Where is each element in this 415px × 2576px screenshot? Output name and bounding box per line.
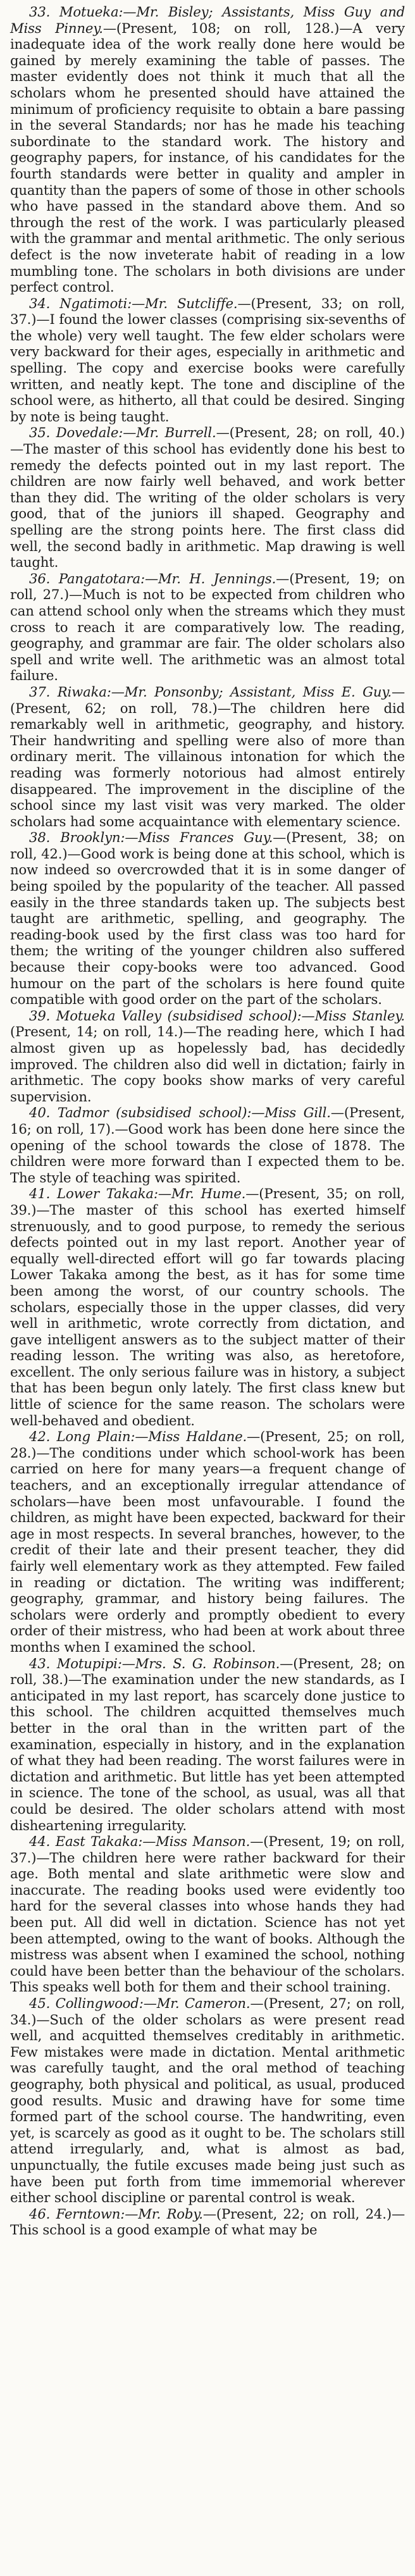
entry-heading: 41. Lower Takaka:—Mr. Hume. [29, 1186, 246, 1202]
entry-body: —(Present, 19; on roll, 37.)—The children here were rather backward for their age. Both mental and slate arithmetic were slow and inaccurate. The reading books used were evidently too hard for the several classes into whose hands they had been put. All did well in dictation. Science has not yet been attempted, owing to the want of books. Although the mistress was absent when I examined the school, nothing could have been better than the behaviour of the scholars. This speaks well both for them and their school training. [10, 1833, 405, 1995]
entry-body: —(Present, 62; on roll, 78.)—The children here did remarkably well in arithmetic, geography, and history. Their handwriting and spelling were also of more than ordinary merit. The villainous intonation for which the reading was formerly notorious had almost entirely disappeared. The improvement in the discipline of the school since my last visit was very marked. The older scholars had some acquaintance with elementary science. [10, 683, 405, 829]
entry-body: —(Present, 28; on roll, 38.)—The examination under the new standards, as I anticipated in my last report, has scarcely done justice to this school. The children acquitted themselves much better in the oral than in the written part of the examination, especially in history, and in the explanation of what they had been reading. The worst failures were in dictation and arithmetic. But little has yet been attempted in science. The tone of the school, as usual, was all that could be desired. The older scholars attend with most disheartening irregularity. [10, 1655, 405, 1833]
entry-body: (Present, 14; on roll, 14.)—The reading here, which I had almost given up as hopelessly bad, has decidedly improved. The children also did well in dictation; fairly in arithmetic. The copy books show marks of very careful supervision. [10, 1024, 405, 1105]
entry-body: —(Present, 33; on roll, 37.)—I found the lower classes (comprising six-sevenths of the whole) very well taught. The few elder scholars were very backward for their ages, especially in arithmetic and spelling. The copy and exercise books were carefully written, and neatly kept. The tone and discipline of the school were, as hitherto, all that could be desired. Singing by note is being taught. [10, 295, 405, 424]
school-entry-39 [10, 1008, 405, 1105]
entry-heading: 34. Ngatimoti:—Mr. Sutcliffe. [29, 295, 238, 311]
entry-body: —(Present, 16; on roll, 17).—Good work has been done here since the opening of the school towards the close of 1878. The children were more forward than I expected them to be. The style of teaching was spirited. [10, 1105, 405, 1186]
school-entry-44 [10, 1833, 405, 1995]
school-entry-42 [10, 1428, 405, 1655]
entry-heading: 39. Motueka Valley (subsidised school):—Miss Stanley. [29, 1007, 405, 1024]
entry-body: —(Present, 28; on roll, 40.)—The master of this school has evidently done his best to remedy the defects pointed out in my last report. The children are now fairly well behaved, and work better than they did. The writing of the older scholars is very good, that of the juniors ill shaped. Geography and spelling are the strong points here. The first class did well, the second badly in arithmetic. Map drawing is well taught. [10, 424, 405, 571]
report-entries [10, 4, 405, 2238]
entry-heading: 44. East Takaka:—Miss Manson. [29, 1833, 251, 1850]
entry-heading: 35. Dovedale:—Mr. Burrell. [29, 424, 216, 441]
entry-body: —(Present, 27; on roll, 34.)—Such of the older scholars as were present read well, and acquitted themselves creditably in arithmetic. Few mistakes were made in dictation. Mental arithmetic was carefully taught, and the oral method of teaching geography, both physical and political, as usual, produced good results. Music and drawing have for some time formed part of the school course. The handwriting, even yet, is scarcely as good as it ought to be. The scholars still attend irregularly, and, what is almost as bad, unpunctually, the futile excuses made being just such as have been put forth from time immemorial wherever either school discipline or parental control is weak. [10, 1995, 405, 2206]
entry-heading: 42. Long Plain:—Miss Haldane. [29, 1428, 247, 1445]
school-entry-36 [10, 571, 405, 684]
school-entry-40 [10, 1105, 405, 1186]
entry-heading: 38. Brooklyn:—Miss Frances Guy. [29, 829, 273, 846]
entry-heading: 36. Pangatotara:—Mr. H. Jennings. [29, 570, 276, 586]
entry-heading: 46. Ferntown:—Mr. Roby. [29, 2205, 203, 2222]
entry-heading: 33. Motueka:—Mr. Bisley; Assistants, Miss Guy and Miss Pinney. [10, 4, 405, 36]
school-entry-43 [10, 1656, 405, 1834]
entry-body: —(Present, 108; on roll, 128.)—A very inadequate idea of the work really done here would be gained by merely examining the table of passes. The master evidently does not think it much that all the scholars whom he presented should have attained the minimum of proficiency requisite to obtain a bare passing in the several Standards; nor has he made his teaching subordinate to the standard work. The history and geography papers, for instance, of his candidates for the fourth standards were better in quality and ampler in quantity than the papers of some of those in other schools who have passed in the standard above them. And so through the rest of the work. I was particularly pleased with the grammar and mental arithmetic. The only serious defect is the now inveterate habit of reading in a low mumbling tone. The scholars in both divisions are under perfect control. [10, 20, 406, 295]
entry-body: —(Present, 38; on roll, 42.)—Good work is being done at this school, which is now indeed so overcrowded that it is in some danger of being spoiled by the popularity of the teacher. All passed easily in the three standards taken up. The subjects best taught are arithmetic, spelling, and geography. The reading-book used by the first class was too hard for them; the writing of the younger children also suffered because their copy-books were too advanced. Good humour on the part of the scholars is here found quite compatible with good order on the part of the scholars. [10, 829, 406, 1008]
school-entry-37 [10, 684, 405, 829]
school-entry-46 [10, 2206, 405, 2238]
school-entry-33 [10, 4, 405, 295]
entry-body: —(Present, 35; on roll, 39.)—The master of this school has exerted himself strenuously, and to good purpose, to remedy the serious defects pointed out in my last report. Another year of equally well-directed effort will go far towards placing Lower Takaka among the best, as it has for some time been among the worst, of our country schools. The scholars, especially those in the upper classes, did very well in arithmetic, wrote correctly from dictation, and gave intelligent answers as to the subject matter of their reading lesson. The writing was also, as heretofore, excellent. The only serious failure was in history, a subject that has been begun only lately. The first class knew but little of science for the same reason. The scholars were well-behaved and obedient. [10, 1186, 405, 1428]
entry-heading: 43. Motupipi:—Mrs. S. G. Robinson. [29, 1655, 280, 1671]
entry-body: —(Present, 19; on roll, 27.)—Much is not to be expected from children who can attend school only when the streams which they must cross to reach it are comparatively low. The reading, geography, and grammar are fair. The older scholars also spell and write well. The arithmetic was an almost total failure. [10, 570, 405, 684]
school-entry-38 [10, 829, 405, 1008]
school-entry-35 [10, 424, 405, 570]
entry-heading: 37. Riwaka:—Mr. Ponsonby; Assistant, Miss E. Guy. [29, 683, 392, 700]
entry-heading: 40. Tadmor (subsidised school):—Miss Gill. [29, 1105, 331, 1121]
entry-body: —(Present, 25; on roll, 28.)—The conditions under which school-work has been carried on here for many years—a frequent change of teachers, and an exceptionally irregular attendance of scholars—have been most unfavourable. I found the children, as might have been expected, backward for their age in most respects. In several branches, however, to the credit of their late and their present teacher, they did fairly well elementary work as they attempted. Few failed in reading or dictation. The writing was indifferent; geography, grammar, and history being failures. The scholars were orderly and promptly obedient to every order of their mistress, who had been at work about three months when I examined the school. [10, 1428, 405, 1655]
entry-heading: 45. Collingwood:—Mr. Cameron. [29, 1995, 251, 2012]
entry-body: —(Present, 22; on roll, 24.)—This school is a good example of what may be [10, 2205, 405, 2238]
school-entry-41 [10, 1186, 405, 1428]
school-entry-45 [10, 1995, 405, 2206]
school-entry-34 [10, 295, 405, 425]
